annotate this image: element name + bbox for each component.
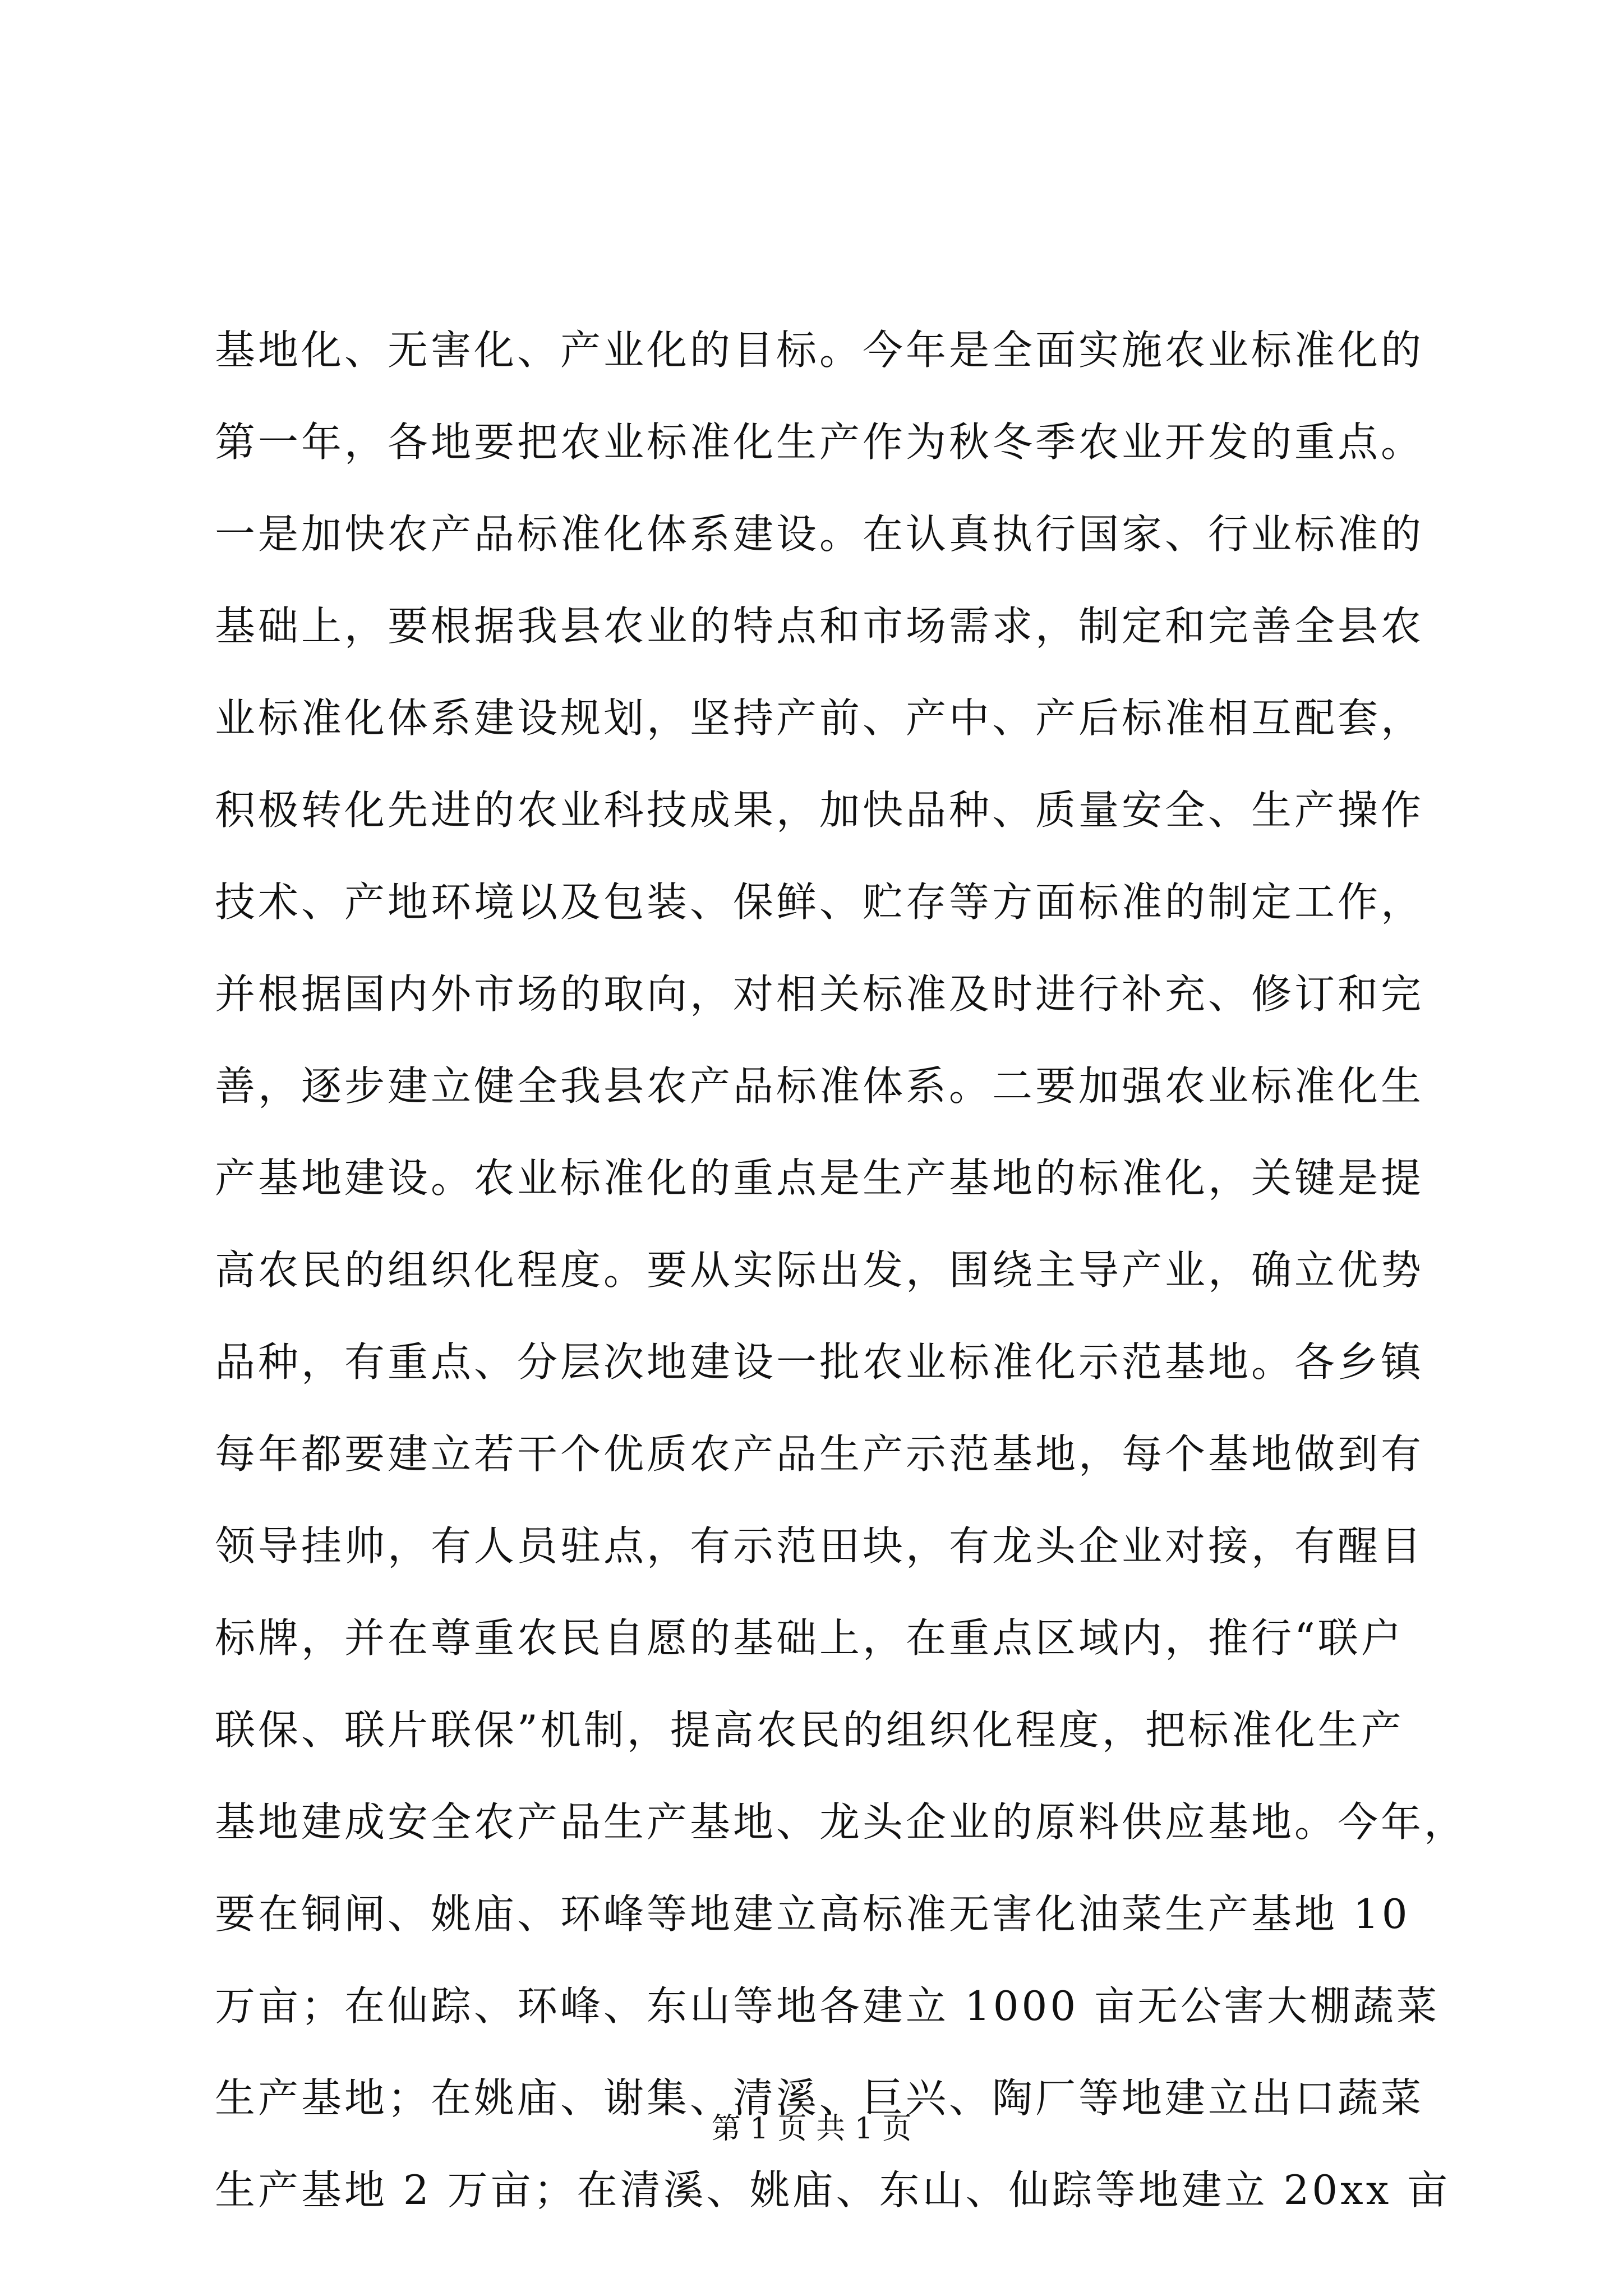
text-line: 领导挂帅，有人员驻点，有示范田块，有龙头企业对接，有醒目	[215, 1522, 1424, 1570]
text-line: 善，逐步建立健全我县农产品标准体系。二要加强农业标准化生	[215, 1062, 1424, 1110]
text-line: 联保、联片联保”机制，提高农民的组织化程度，把标准化生产	[215, 1706, 1404, 1754]
text-line: 一是加快农产品标准化体系建设。在认真执行国家、行业标准的	[215, 510, 1424, 558]
text-line: 业标准化体系建设规划，坚持产前、产中、产后标准相互配套，	[215, 694, 1424, 742]
text-line: 基础上，要根据我县农业的特点和市场需求，制定和完善全县农	[215, 602, 1424, 650]
text-line: 高农民的组织化程度。要从实际出发，围绕主导产业，确立优势	[215, 1246, 1424, 1294]
text-line: 每年都要建立若干个优质农产品生产示范基地，每个基地做到有	[215, 1430, 1424, 1478]
text-line: 生产基地 2 万亩；在清溪、姚庙、东山、仙踪等地建立 20xx 亩	[215, 2166, 1451, 2214]
body-text	[215, 304, 1468, 2236]
text-line: 技术、产地环境以及包装、保鲜、贮存等方面标准的制定工作，	[215, 878, 1424, 926]
text-line: 基地建成安全农产品生产基地、龙头企业的原料供应基地。今年，	[215, 1798, 1468, 1846]
text-line: 要在铜闸、姚庙、环峰等地建立高标准无害化油菜生产基地 10	[215, 1890, 1410, 1938]
text-line: 生产基地；在姚庙、谢集、清溪、巨兴、陶厂等地建立出口蔬菜	[215, 2074, 1424, 2122]
text-line: 第一年，各地要把农业标准化生产作为秋冬季农业开发的重点。	[215, 418, 1424, 466]
text-line: 标牌，并在尊重农民自愿的基础上，在重点区域内，推行“联户	[215, 1614, 1404, 1662]
page-footer	[0, 2109, 1623, 2148]
text-line: 品种，有重点、分层次地建设一批农业标准化示范基地。各乡镇	[215, 1338, 1424, 1386]
text-line: 产基地建设。农业标准化的重点是生产基地的标准化，关键是提	[215, 1154, 1424, 1202]
text-line: 基地化、无害化、产业化的目标。今年是全面实施农业标准化的	[215, 326, 1424, 374]
text-line: 积极转化先进的农业科技成果，加快品种、质量安全、生产操作	[215, 786, 1424, 834]
page-number-label: 第 1 页 共 1 页	[711, 2112, 912, 2146]
text-line: 万亩；在仙踪、环峰、东山等地各建立 1000 亩无公害大棚蔬菜	[215, 1982, 1440, 2030]
text-line: 并根据国内外市场的取向，对相关标准及时进行补充、修订和完	[215, 970, 1424, 1018]
